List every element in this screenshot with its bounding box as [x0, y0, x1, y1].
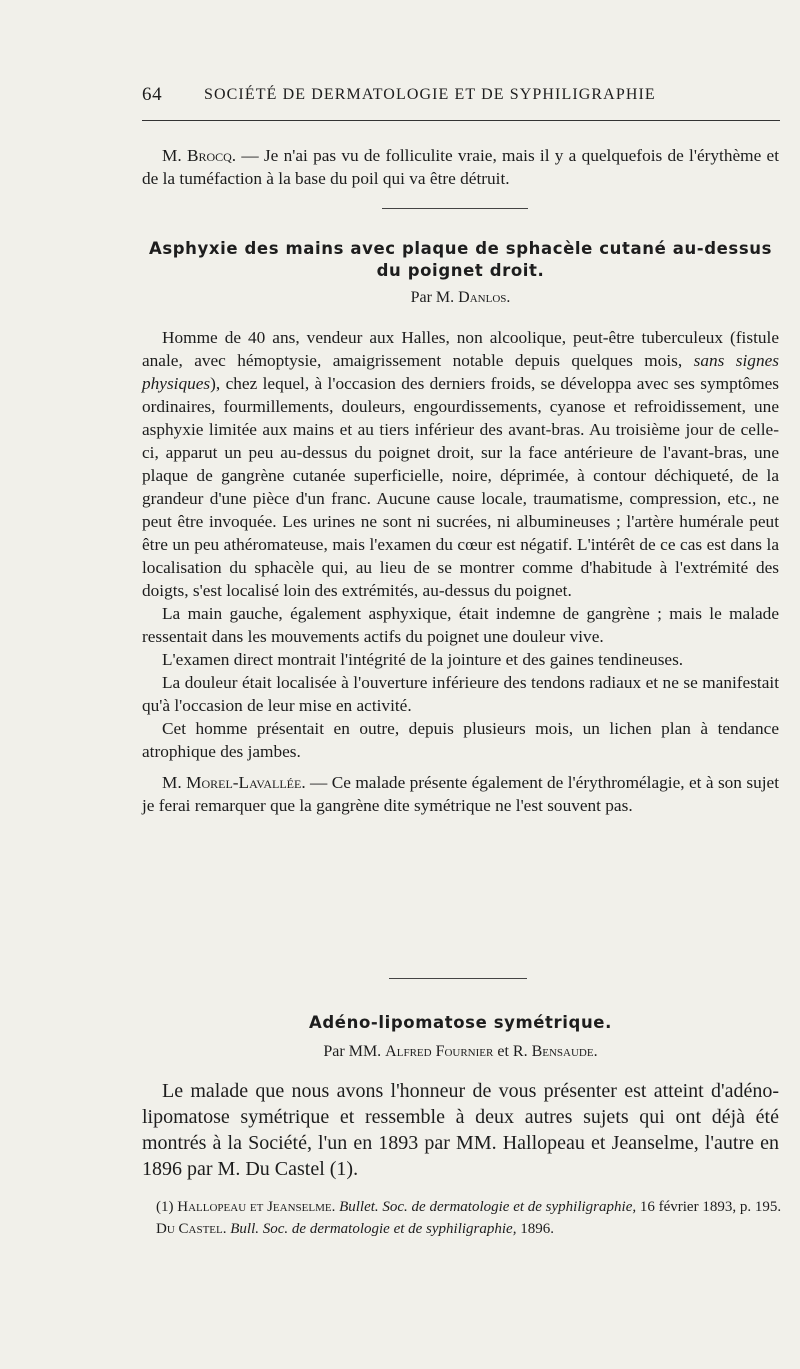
- article1-title: [142, 238, 779, 282]
- article1-p1-text-b: ), chez lequel, à l'occasion des derniers froids, se développa avec ses symptômes ordinaires, fourmillements, douleurs, engourdissements, cyanose et refroidissement, une asphyxie limitée aux mains et au tiers inférieur des avant-bras. Au troisième jour de celle-ci, apparut un peu au-dessus du poignet droit, sur la face antérieure de l'avant-bras, une plaque de gangrène cutanée superficielle, noire, déprimée, à contour déchiqueté, de la grandeur d'une pièce d'un franc. Aucune cause locale, traumatisme, compression, etc., ne peut être invoquée. Les urines ne sont ni sucrées, ni albumineuses ; l'artère humérale peut être un peu athéromateuse, mais l'examen du cœur est négatif. L'intérêt de ce cas est dans la localisation du sphacèle qui, au lieu de se montrer comme d'habitude à l'extrémité des doigts, s'est localisé loin des extrémités, au-dessus du poignet.: [142, 374, 779, 600]
- intro-speaker: M. Brocq.: [162, 146, 237, 165]
- running-title: SOCIÉTÉ DE DERMATOLOGIE ET DE SYPHILIGRAPHIE: [204, 86, 656, 103]
- fn2-date: 1896.: [516, 1221, 554, 1237]
- article1-comment: [142, 771, 779, 817]
- intro-paragraph: [142, 144, 779, 190]
- article2-title: Adéno-lipomatose symétrique.: [309, 1013, 612, 1032]
- article1-paragraph-4: La douleur était localisée à l'ouverture inférieure des tendons radiaux et ne se manifestait qu'à l'occasion de leur mise en activité.: [142, 673, 779, 715]
- fn2-author: Du Castel.: [156, 1221, 227, 1237]
- article1-p1-text-a: Homme de 40 ans, vendeur aux Halles, non alcoolique, peut-être tuberculeux (fistule anale, avec hémoptysie, amaigrissement notable depuis quelques mois,: [142, 328, 779, 370]
- article1-title-line2: du poignet droit.: [376, 261, 545, 280]
- footnotes: [142, 1196, 782, 1240]
- article1-byline-prefix: Par M.: [410, 289, 459, 306]
- header-rule: [142, 120, 780, 121]
- article1-paragraph-5: Cet homme présentait en outre, depuis plusieurs mois, un lichen plan à tendance atrophique des jambes.: [142, 719, 779, 761]
- fn1-journal: Bullet. Soc. de dermatologie et de syphiligraphie,: [335, 1199, 637, 1215]
- fn2-journal: Bull. Soc. de dermatologie et de syphiligraphie,: [226, 1221, 517, 1237]
- article2-author1: Alfred Fournier: [385, 1043, 494, 1060]
- article1-p1-italic: sans signes physiques: [142, 351, 779, 393]
- section-separator: [382, 208, 528, 209]
- page-number: 64: [142, 84, 163, 105]
- comment-text: — Ce malade présente également de l'érythromélagie, et à son sujet je ferai remarquer que la gangrène dite symétrique ne l'est souvent pas.: [142, 773, 779, 815]
- article2-body: [142, 1078, 779, 1182]
- fn1-marker: (1): [156, 1199, 178, 1215]
- comment-speaker: M. Morel-Lavallée.: [162, 773, 306, 792]
- article1-paragraph-2: La main gauche, également asphyxique, était indemne de gangrène ; mais le malade ressentait dans les mouvements actifs du poignet une douleur vive.: [142, 604, 779, 646]
- article1-paragraph-3: L'examen direct montrait l'intégrité de la jointure et des gaines tendineuses.: [162, 650, 684, 669]
- article2-byline-mid: et R.: [493, 1043, 532, 1060]
- intro-text: — Je n'ai pas vu de folliculite vraie, mais il y a quelquefois de l'érythème et de la tuméfaction à la base du poil qui va être détruit.: [142, 146, 779, 188]
- article2-paragraph-1: Le malade que nous avons l'honneur de vous présenter est atteint d'adéno-lipomatose symétrique et ressemble à deux autres sujets qui ont déjà été montrés à la Société, l'un en 1893 par MM. Hallopeau et Jeanselme, l'autre en 1896 par M. Du Castel (1).: [142, 1080, 779, 1180]
- section-separator-2: [389, 978, 527, 979]
- article1-byline: [142, 289, 779, 307]
- article1-paragraph-1: [142, 326, 779, 602]
- article1-author: Danlos.: [458, 289, 511, 306]
- footnote-1: [142, 1196, 782, 1218]
- article2-byline: [142, 1043, 779, 1061]
- article2-byline-prefix: Par MM.: [323, 1043, 386, 1060]
- article2-author2: Bensaude.: [531, 1043, 598, 1060]
- fn1-authors: Hallopeau et Jeanselme.: [177, 1199, 336, 1215]
- article1-body: [142, 326, 779, 817]
- footnote-2: [142, 1218, 782, 1240]
- article1-title-line1: Asphyxie des mains avec plaque de sphacèle cutané au-dessus: [148, 239, 773, 258]
- fn1-date: 16 février 1893, p. 195.: [636, 1199, 782, 1215]
